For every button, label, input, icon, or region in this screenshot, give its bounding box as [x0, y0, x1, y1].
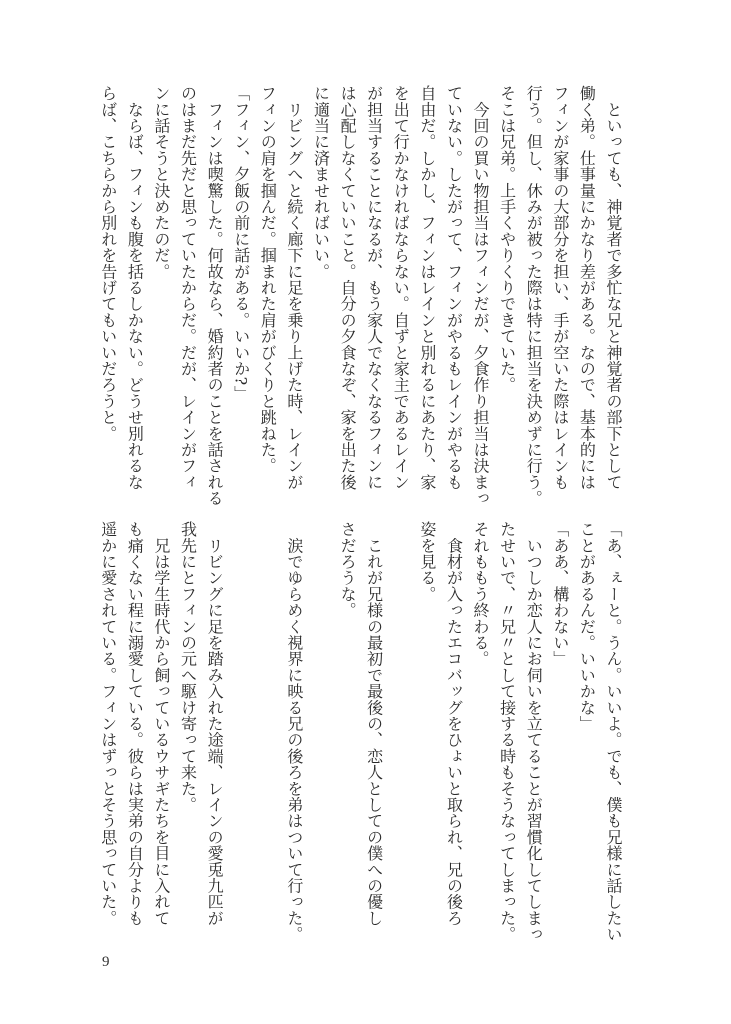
text-line: 自由だ。しかし、フィンはレインと別れるにあたり、家: [417, 85, 437, 490]
text-line: を出て行かなければならない。自ずと家主であるレイン: [391, 85, 411, 490]
text-line: さだろうな。: [338, 521, 358, 619]
text-line: らば、こちらから別れを告げてもいいだろうと。: [98, 85, 118, 442]
blank-line: [227, 521, 254, 923]
text-line: のはまだ先だと思っていたからだ。だが、レインがフィ: [178, 85, 198, 490]
text-line: 我先にとフィンの元へ駆け寄って来た。: [178, 521, 198, 813]
text-line: 働く弟。仕事量にかなり差がある。なので、基本的には: [577, 85, 597, 490]
text-line: そこは兄弟。上手くやりくりできていた。: [497, 85, 517, 393]
text-line: フィンが家事の大部分を担い、手が空いた際はレインも: [550, 85, 570, 490]
text-line: それももう終わる。: [471, 521, 491, 667]
text-line: リビングへと続く廊下に足を乗り上げた時、レインが: [284, 85, 304, 490]
text-line: 「あ、ぇーと。うん。いいよ。でも、僕も兄様に話したい: [604, 521, 623, 943]
text-line: 涙でゆらめく視界に映る兄の後ろを弟はついて行った。: [284, 521, 304, 943]
text-line: 行う。但し、休みが被った際は特に担当を決めずに行う。: [524, 85, 544, 507]
text-line: フィンは喫驚した。何故なら、婚約者のことを話される: [205, 85, 225, 507]
text-line: ならば、フィンも腹を括るしかない。どうせ別れるな: [125, 85, 145, 490]
blank-line: [387, 521, 414, 923]
blank-line: [254, 521, 281, 923]
text-line: といっても、神覚者で多忙な兄と神覚者の部下として: [604, 85, 623, 490]
text-line: いつしか恋人にお伺いを立てることが習慣化してしまっ: [524, 521, 544, 943]
upper-text-block: [94, 85, 626, 507]
text-line: フィンの肩を掴んだ。掴まれた肩がびくりと跳ねた。: [258, 85, 278, 474]
text-line: 遥かに愛されている。フィンはずっとそう思っていた。: [98, 521, 118, 926]
text-line: に適当に済ませればいい。: [311, 85, 331, 280]
text-line: 兄は学生時代から飼っているウサギたちを目に入れて: [151, 521, 171, 926]
text-line: が担当することになるが、もう家人でなくなるフィンに: [364, 85, 384, 490]
text-line: ていない。したがって、フィンがやるもレインがやるも: [444, 85, 464, 490]
text-line: は心配しなくていいこと。自分の夕食なぞ、家を出た後: [338, 85, 358, 490]
text-line: これが兄様の最初で最後の、恋人としての僕への優し: [364, 521, 384, 926]
text-line: 「フィン、夕飯の前に話がある。いいか?」: [231, 85, 251, 402]
page-number: 9: [102, 954, 110, 970]
text-line: 今回の買い物担当はフィンだが、夕食作り担当は決まっ: [471, 85, 491, 507]
text-line: 食材が入ったエコバッグをひょいと取られ、兄の後ろ: [444, 521, 464, 926]
text-line: も痛くない程に溺愛している。彼らは実弟の自分よりも: [125, 521, 145, 926]
text-line: 姿を見る。: [417, 521, 437, 602]
text-line: 「ああ、構わない」: [550, 521, 570, 667]
blank-line: [307, 521, 334, 923]
text-line: リビングに足を踏み入れた途端、レインの愛兎九匹が: [205, 521, 225, 926]
text-line: ことがあるんだ。いいかな」: [577, 521, 597, 732]
lower-text-block: [94, 521, 626, 943]
text-line: ンに話そうと決めたのだ。: [151, 85, 171, 280]
text-line: たせいで、〃兄〃として接する時もそうなってしまった。: [497, 521, 517, 943]
